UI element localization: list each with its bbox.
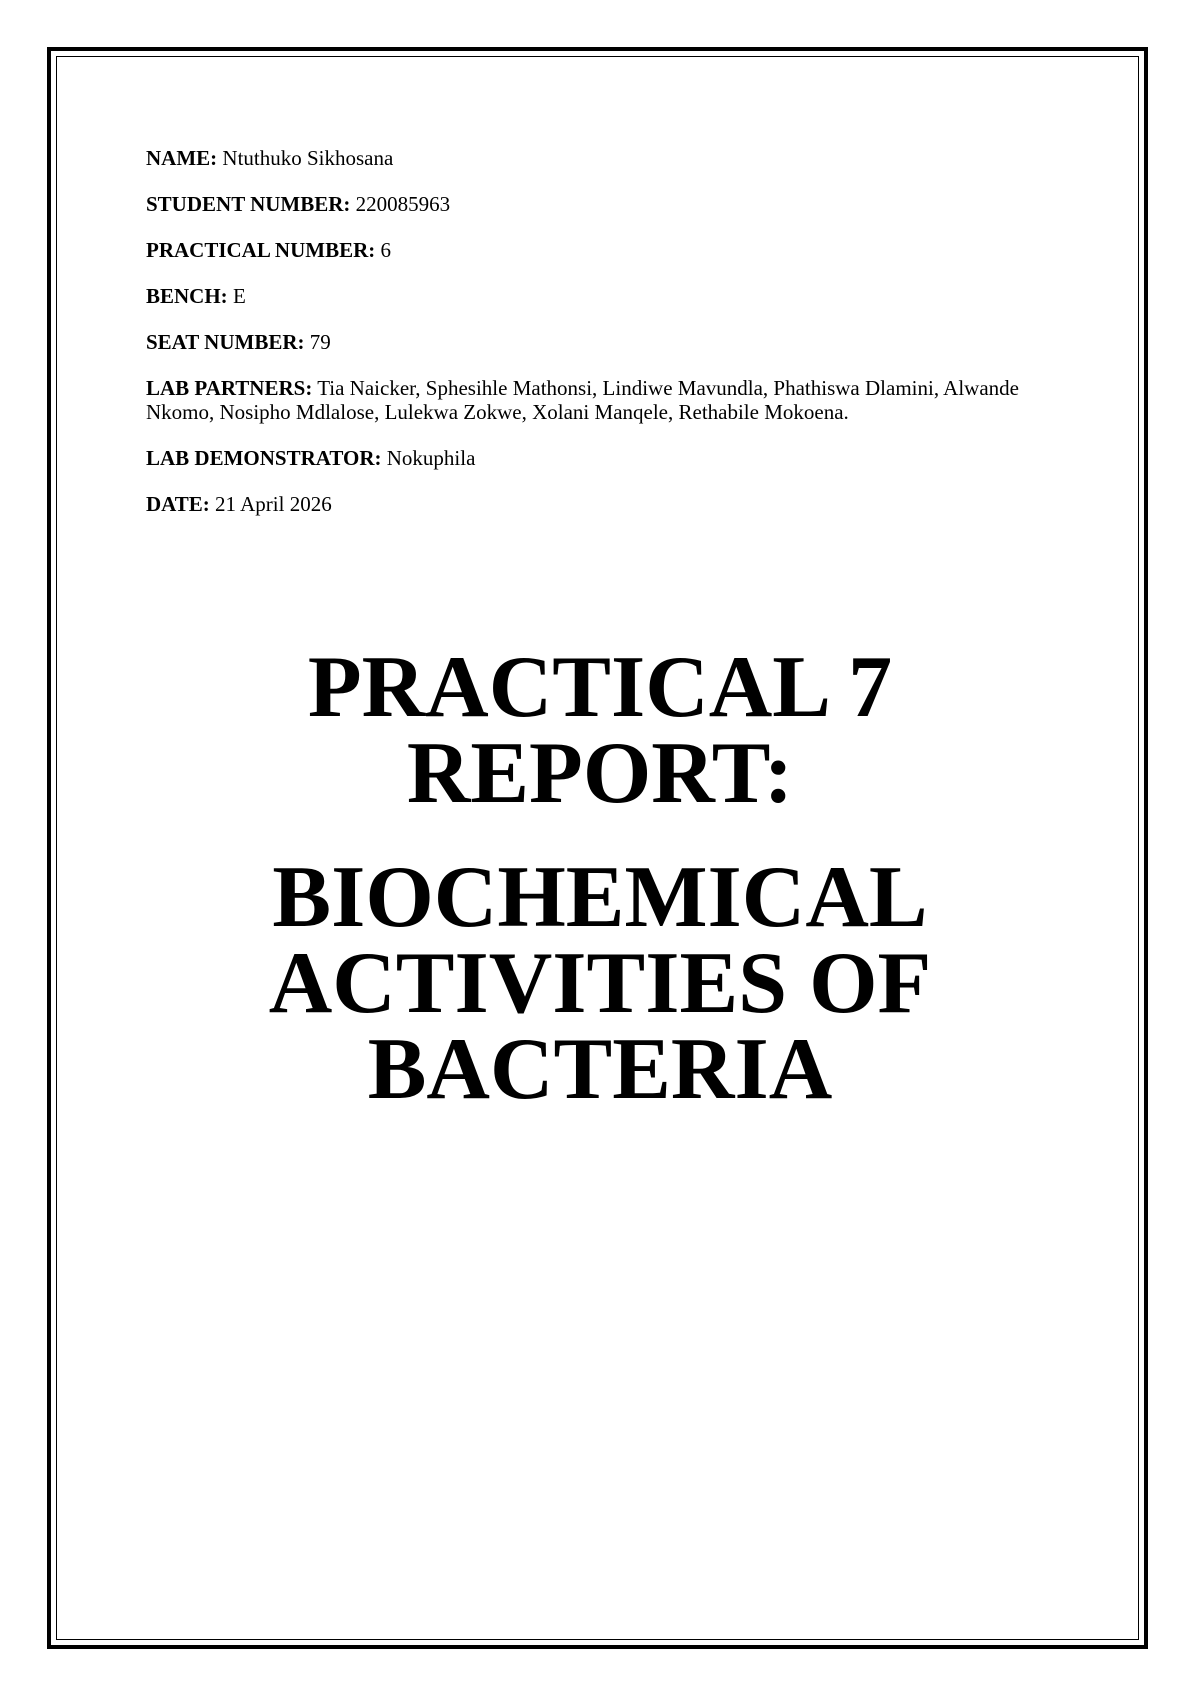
practical-number-row [146, 238, 1066, 262]
lab-demonstrator-value: Nokuphila [386, 446, 476, 470]
bench-row [146, 284, 1066, 308]
bench-label: BENCH: [146, 284, 228, 308]
lab-demonstrator-label: LAB DEMONSTRATOR: [146, 446, 382, 470]
lab-partners-label: LAB PARTNERS: [146, 376, 313, 400]
bench-value: E [232, 284, 246, 308]
practical-number-value: 6 [380, 238, 392, 262]
report-title-line-2: BIOCHEMICAL ACTIVITIES OF BACTERIA [268, 849, 932, 1118]
name-value: Ntuthuko Sikhosana [222, 146, 394, 170]
report-title [146, 639, 1054, 1118]
date-label: DATE: [146, 492, 210, 516]
student-number-label: STUDENT NUMBER: [146, 192, 351, 216]
seat-number-label: SEAT NUMBER: [146, 330, 305, 354]
seat-number-value: 79 [309, 330, 331, 354]
student-number-row [146, 192, 1066, 216]
practical-number-label: PRACTICAL NUMBER: [146, 238, 376, 262]
date-value: 21 April 2026 [215, 492, 332, 516]
date-row [146, 492, 1066, 516]
report-title-line-1: PRACTICAL 7 REPORT: [307, 639, 893, 822]
lab-demonstrator-row [146, 446, 1066, 470]
name-row [146, 146, 1066, 170]
lab-partners-value: Tia Naicker, Sphesihle Mathonsi, Lindiwe Mavundla, Phathiswa Dlamini, Alwande Nkomo, Nosipho Mdlalose, Lulekwa Zokwe, Xolani Manqele, Rethabile Mokoena. [146, 376, 1019, 424]
lab-partners-row [146, 376, 1066, 424]
student-number-value: 220085963 [355, 192, 451, 216]
seat-number-row [146, 330, 1066, 354]
student-info-block [146, 146, 1066, 538]
name-label: NAME: [146, 146, 218, 170]
